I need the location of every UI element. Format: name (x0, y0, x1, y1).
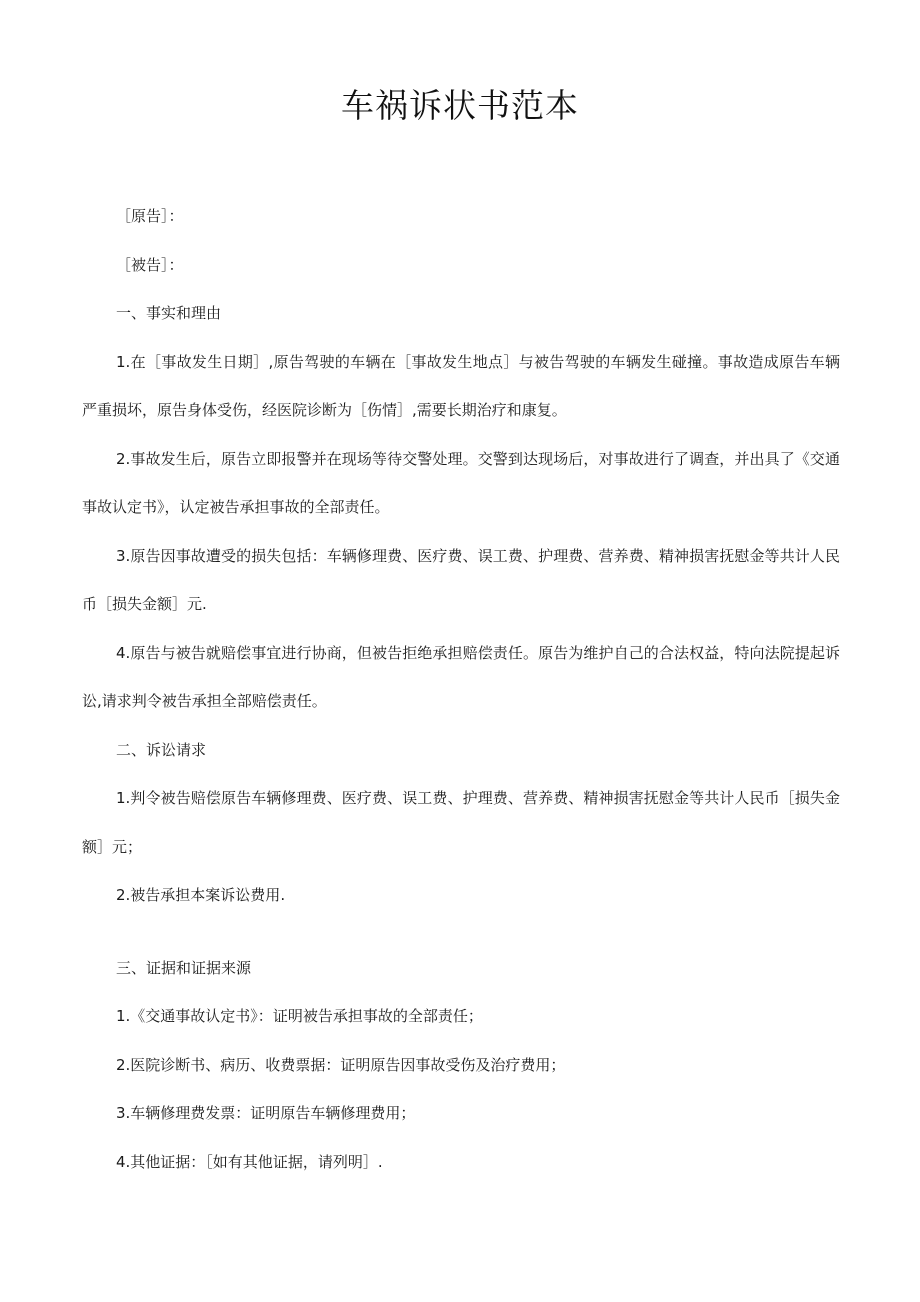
plaintiff-line: ［原告］： (116, 207, 184, 225)
defendant-line: ［被告］： (116, 255, 184, 274)
document-title: 车祸诉状书范本 (341, 86, 579, 125)
evidence-item-2: 2.医院诊断书、病历、收费票据：证明原告因事故受伤及治疗费用； (116, 1055, 566, 1074)
section-heading-facts: 一、事实和理由 (116, 304, 222, 322)
claim-paragraph-2: 2.被告承担本案诉讼费用. (116, 886, 286, 904)
document-body (82, 192, 840, 1186)
evidence-item-3: 3.车辆修理费发票：证明原告车辆修理费用； (116, 1104, 416, 1122)
fact-paragraph-2: 2.事故发生后，原告立即报警并在现场等待交警处理。交警到达现场后，对事故进行了调查，并出具了《交通事故认定书》，认定被告承担事故的全部责任。 (82, 449, 840, 516)
section-heading-evidence: 三、证据和证据来源 (116, 958, 252, 977)
section-heading-claims: 二、诉讼请求 (116, 740, 207, 759)
evidence-item-4: 4.其他证据：［如有其他证据，请列明］. (116, 1152, 383, 1171)
evidence-item-1: 1.《交通事故认定书》：证明被告承担事故的全部责任； (116, 1007, 483, 1025)
fact-paragraph-3: 3.原告因事故遭受的损失包括：车辆修理费、医疗费、误工费、护理费、营养费、精神损害抚慰金等共计人民币［损失金额］元. (82, 546, 840, 613)
fact-paragraph-4: 4.原告与被告就赔偿事宜进行协商，但被告拒绝承担赔偿责任。原告为维护自己的合法权益，特向法院提起诉讼,请求判令被告承担全部赔偿责任。 (82, 643, 840, 710)
claim-paragraph-1: 1.判令被告赔偿原告车辆修理费、医疗费、误工费、护理费、营养费、精神损害抚慰金等共计人民币［损失金额］元； (82, 789, 840, 856)
fact-paragraph-1: 1.在［事故发生日期］,原告驾驶的车辆在［事故发生地点］与被告驾驶的车辆发生碰撞。事故造成原告车辆严重损坏，原告身体受伤，经医院诊断为［伤情］,需要长期治疗和康复。 (82, 352, 840, 419)
